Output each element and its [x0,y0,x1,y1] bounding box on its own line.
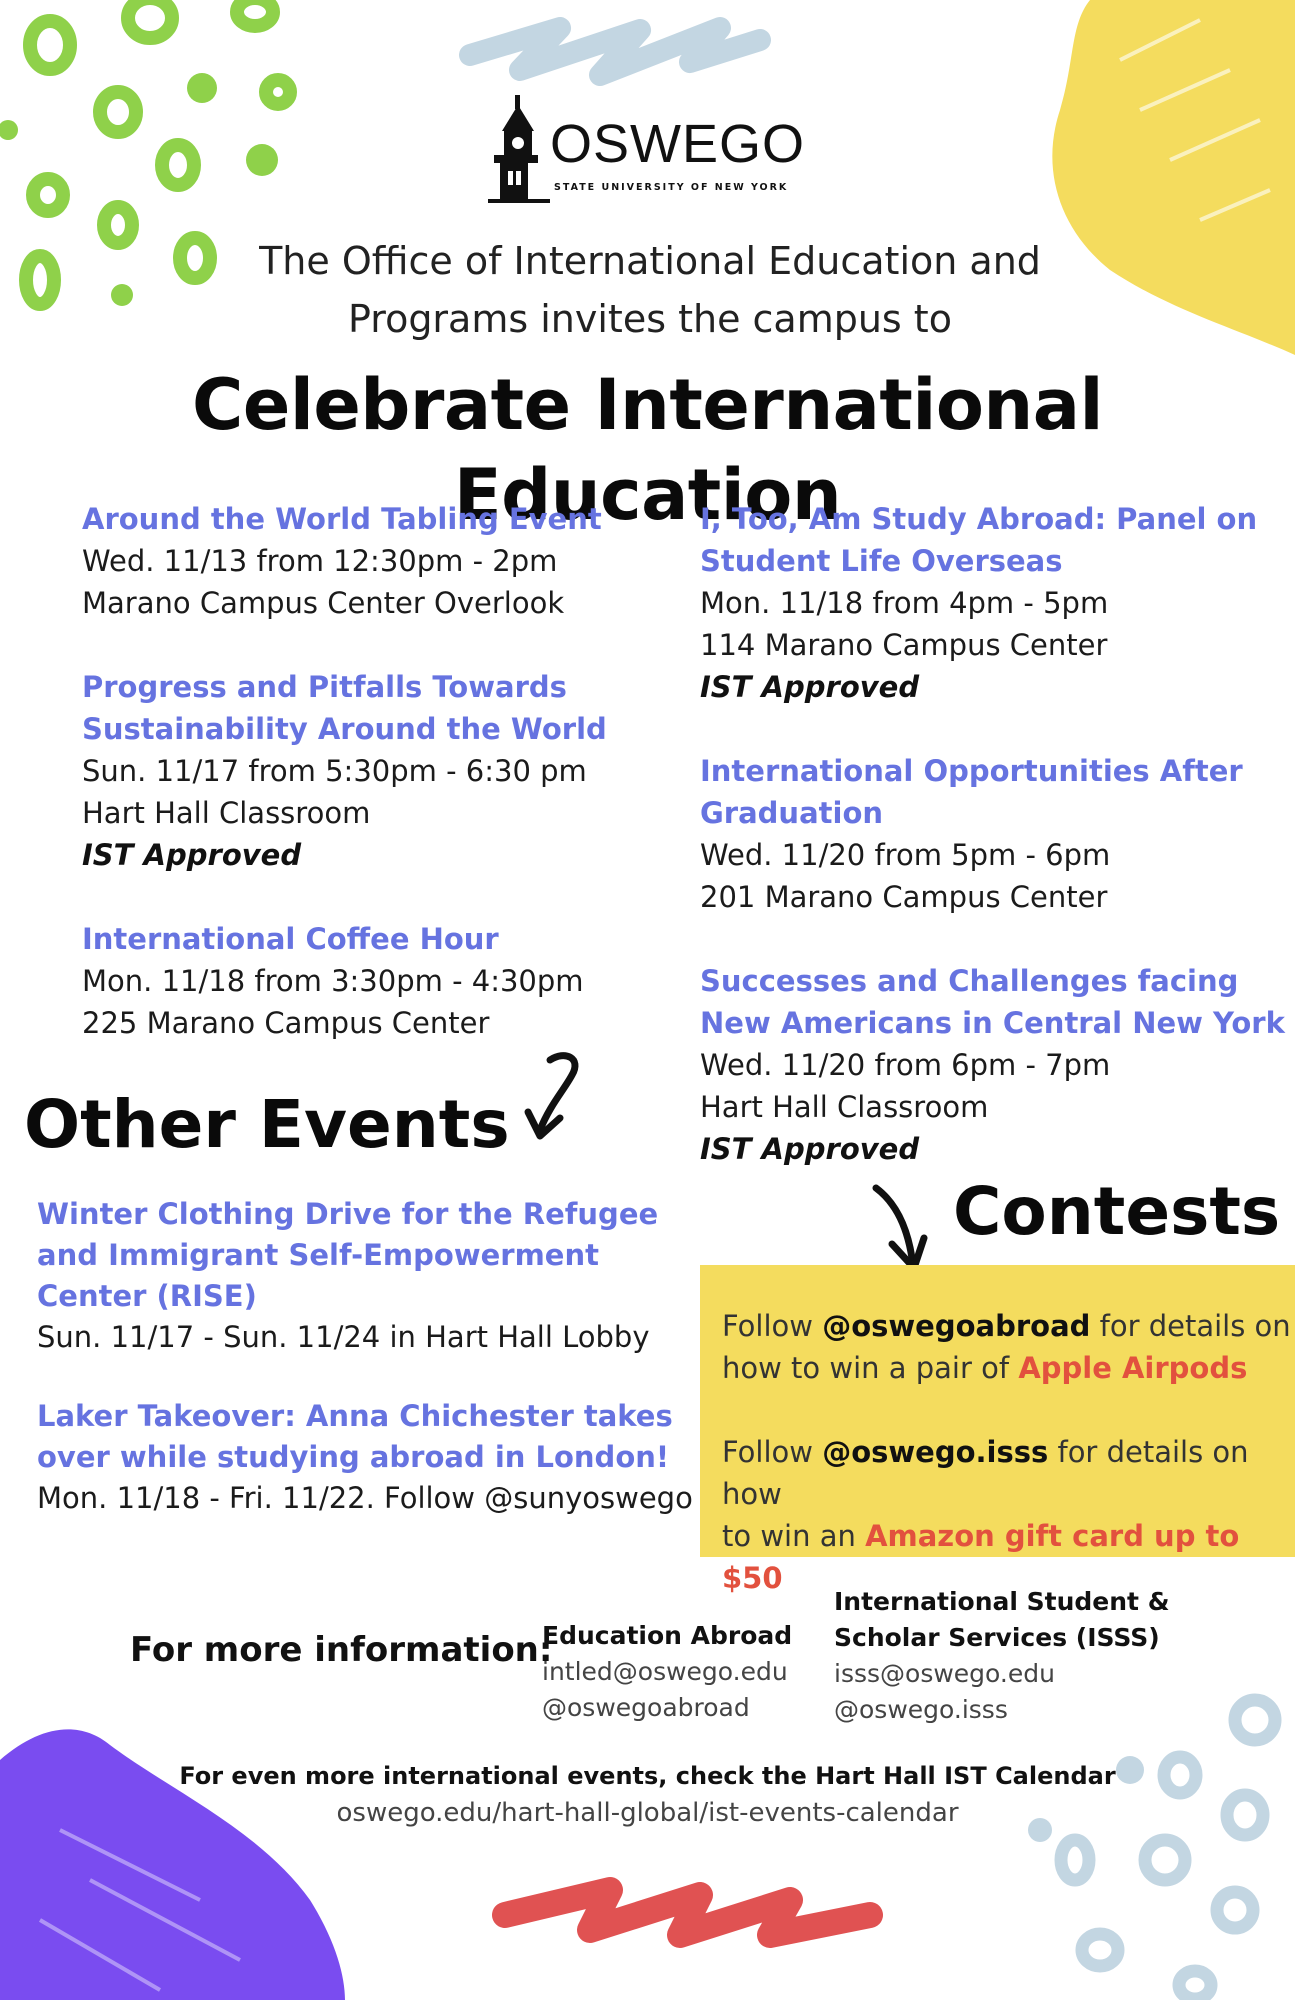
event-title: International Opportunities After [700,754,1243,788]
contest-text: for details on how [722,1435,1249,1511]
event-location: 225 Marano Campus Center [82,1006,490,1040]
event-title-cont: New Americans in Central New York [700,1006,1285,1040]
event-date: Wed. 11/20 from 5pm - 6pm [700,838,1111,872]
event-title: Progress and Pitfalls Towards [82,670,567,704]
contact-email[interactable]: isss@oswego.edu [834,1659,1055,1688]
event-detail: Sun. 11/17 - Sun. 11/24 in Hart Hall Lobby [37,1320,650,1354]
contest-text: Follow [722,1309,823,1343]
event-i-too-am-study-abroad [700,498,1257,708]
event-title-cont: Student Life Overseas [700,544,1063,578]
ist-approved-badge: IST Approved [700,670,920,704]
contests-box [700,1265,1295,1595]
logo-subtitle: STATE UNIVERSITY OF NEW YORK [554,182,789,193]
event-date: Mon. 11/18 from 4pm - 5pm [700,586,1109,620]
contact-social[interactable]: @oswego.isss [834,1695,1008,1724]
event-title-cont: Graduation [700,796,884,830]
contest-prize: Amazon gift card up to $50 [722,1519,1240,1595]
calendar-note: For even more international events, check the Hart Hall IST Calendar [179,1762,1116,1790]
contact-social[interactable]: @oswegoabroad [542,1693,750,1722]
intro-line-2: Programs invites the campus to [348,297,952,341]
event-detail: Mon. 11/18 - Fri. 11/22. Follow @sunyoswego [37,1481,693,1515]
other-event-clothing-drive [37,1194,658,1358]
instagram-handle[interactable]: @oswegoabroad [822,1309,1091,1343]
logo-wordmark: OSWEGO [550,114,806,174]
event-location: 201 Marano Campus Center [700,880,1108,914]
contests-heading: Contests [953,1173,1281,1250]
contest-prize: Apple Airpods [1018,1351,1248,1385]
contest-text: to win an [722,1519,866,1553]
event-title: Successes and Challenges facing [700,964,1239,998]
event-title: Winter Clothing Drive for the Refugee [37,1197,659,1231]
ist-approved-badge: IST Approved [82,838,302,872]
oswego-logo [488,95,808,205]
contest-text: how to win a pair of [722,1351,1019,1385]
intro-text [150,232,1150,348]
event-progress-pitfalls [82,666,607,876]
contest-text: Follow [722,1435,823,1469]
event-title-cont: Sustainability Around the World [82,712,607,746]
contest-amazon [722,1431,1295,1599]
instagram-handle[interactable]: @oswego.isss [822,1435,1049,1469]
contact-heading: Education Abroad [542,1621,793,1650]
event-date: Mon. 11/18 from 3:30pm - 4:30pm [82,964,584,998]
event-location: Hart Hall Classroom [700,1090,989,1124]
event-international-opportunities [700,750,1243,918]
event-date: Wed. 11/20 from 6pm - 7pm [700,1048,1111,1082]
event-around-the-world [82,498,602,624]
event-coffee-hour [82,918,584,1044]
event-date: Sun. 11/17 from 5:30pm - 6:30 pm [82,754,587,788]
other-events-heading: Other Events [24,1086,510,1163]
contact-education-abroad [542,1618,792,1726]
contact-heading: International Student & [834,1587,1170,1616]
event-location: Marano Campus Center Overlook [82,586,565,620]
event-title: I, Too, Am Study Abroad: Panel on [700,502,1258,536]
event-title-cont: and Immigrant Self-Empowerment [37,1238,599,1272]
event-title: Around the World Tabling Event [82,502,602,536]
contact-isss [834,1584,1170,1728]
event-title-cont: over while studying abroad in London! [37,1440,670,1474]
event-location: Hart Hall Classroom [82,796,371,830]
event-title: International Coffee Hour [82,922,499,956]
contact-heading-cont: Scholar Services (ISSS) [834,1623,1160,1652]
event-location: 114 Marano Campus Center [700,628,1108,662]
intro-line-1: The Office of International Education and [259,239,1041,283]
ist-approved-badge: IST Approved [700,1132,920,1166]
event-date: Wed. 11/13 from 12:30pm - 2pm [82,544,558,578]
more-info-label: For more information: [130,1630,553,1670]
other-event-laker-takeover [37,1396,693,1519]
event-title-cont: Center (RISE) [37,1279,257,1313]
contest-text: for details on [1090,1309,1291,1343]
contact-email[interactable]: intled@oswego.edu [542,1657,788,1686]
calendar-link[interactable]: oswego.edu/hart-hall-global/ist-events-calendar [336,1798,959,1828]
event-new-americans [700,960,1285,1170]
contest-airpods [722,1305,1291,1389]
page-title: Celebrate International Education [191,364,1103,536]
clock-tower-icon [488,95,550,205]
event-title: Laker Takeover: Anna Chichester takes [37,1399,673,1433]
arrow-down-icon [520,1050,590,1150]
